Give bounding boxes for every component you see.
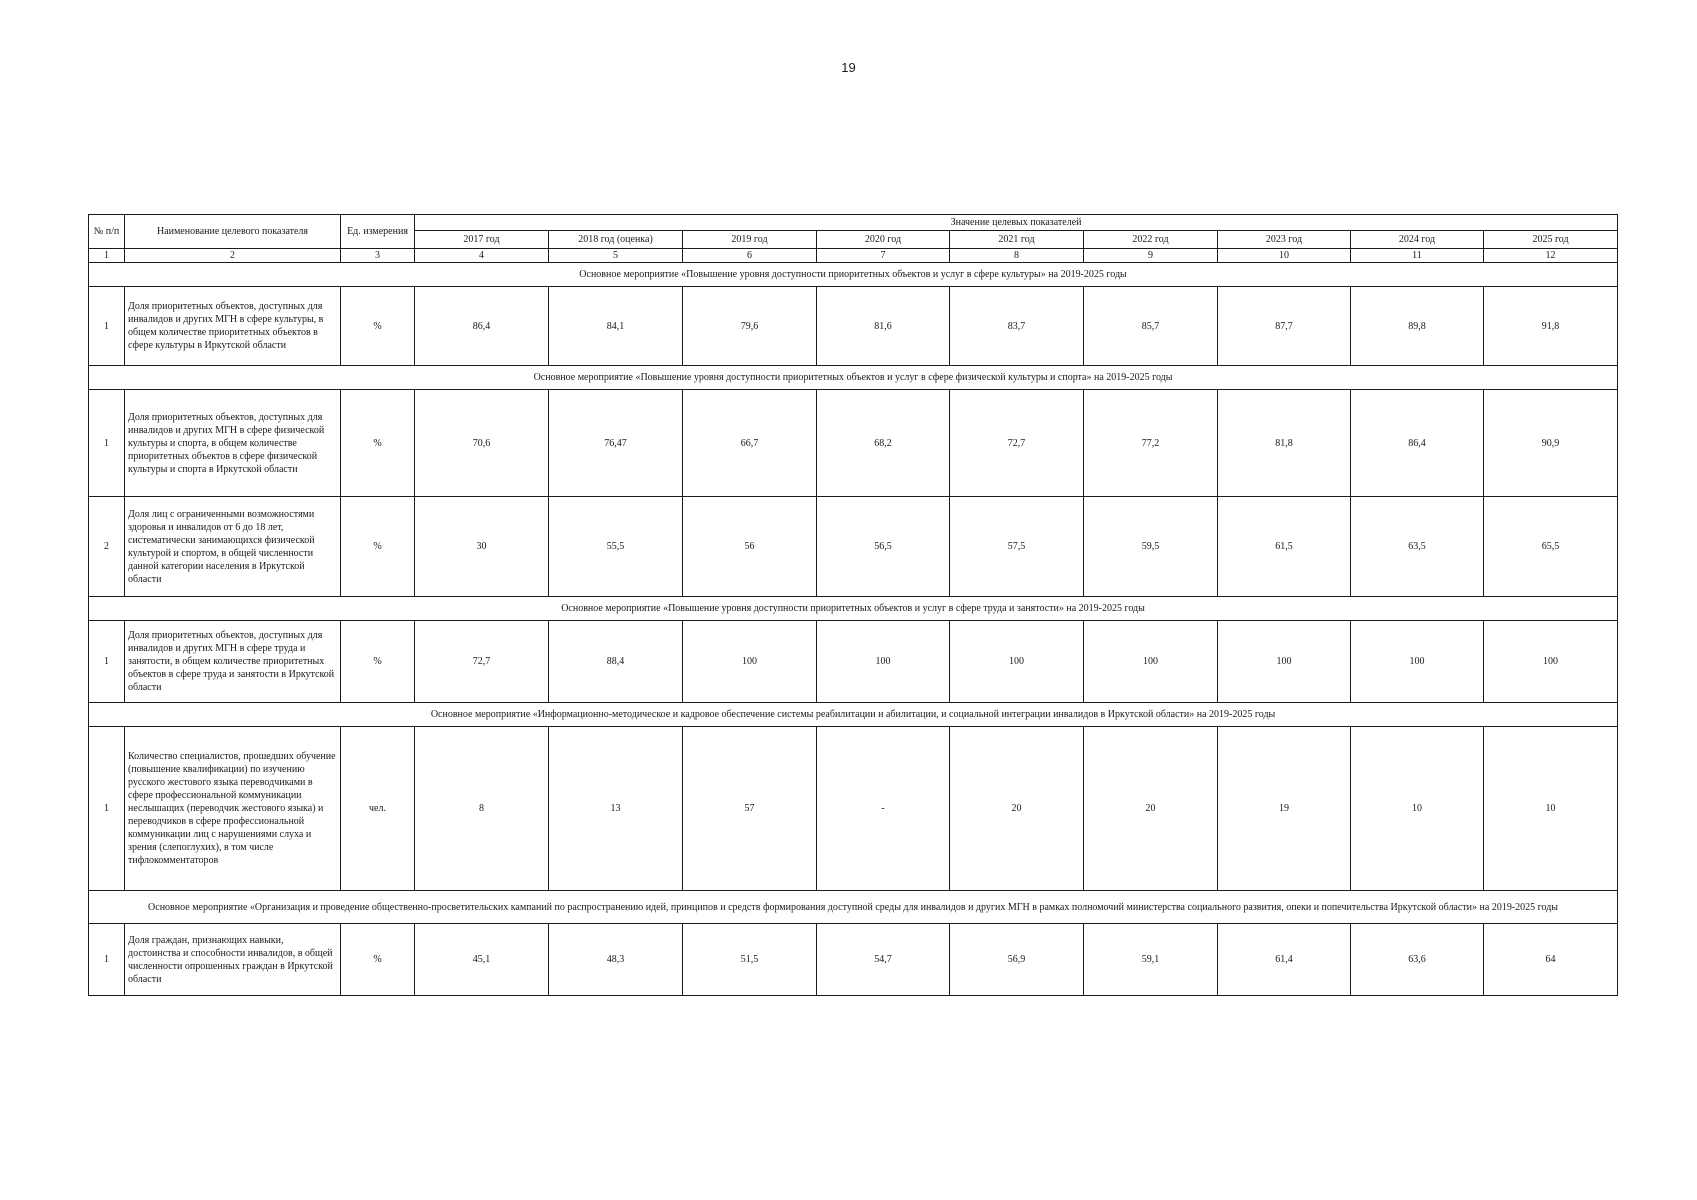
unit: чел. xyxy=(341,727,415,891)
value-cell: 56 xyxy=(683,497,817,597)
column-number: 9 xyxy=(1084,249,1218,263)
value-cell: 100 xyxy=(950,621,1084,703)
value-cell: 84,1 xyxy=(549,287,683,366)
section-header-row xyxy=(89,366,1618,390)
value-cell: 100 xyxy=(1218,621,1351,703)
column-number: 6 xyxy=(683,249,817,263)
value-cell: 63,5 xyxy=(1351,497,1484,597)
value-cell: 90,9 xyxy=(1484,390,1618,497)
value-cell: 87,7 xyxy=(1218,287,1351,366)
value-cell: 61,5 xyxy=(1218,497,1351,597)
column-number: 8 xyxy=(950,249,1084,263)
row-number: 1 xyxy=(89,390,125,497)
value-cell: 76,47 xyxy=(549,390,683,497)
table-row xyxy=(89,390,1618,497)
header-year: 2025 год xyxy=(1484,231,1618,249)
header-row-1 xyxy=(89,215,1618,231)
value-cell: 77,2 xyxy=(1084,390,1218,497)
unit: % xyxy=(341,924,415,996)
column-number: 5 xyxy=(549,249,683,263)
row-number: 2 xyxy=(89,497,125,597)
section-title: Основное мероприятие «Информационно-методическое и кадровое обеспечение системы реабилитации и абилитации, и социальной интеграции инвалидов в Иркутской области» на 2019-2025 годы xyxy=(89,703,1618,727)
value-cell: 85,7 xyxy=(1084,287,1218,366)
header-unit: Ед. измерения xyxy=(341,215,415,249)
header-year: 2020 год xyxy=(817,231,950,249)
row-number: 1 xyxy=(89,924,125,996)
value-cell: 55,5 xyxy=(549,497,683,597)
page-number: 19 xyxy=(841,60,856,75)
value-cell: 83,7 xyxy=(950,287,1084,366)
column-number: 4 xyxy=(415,249,549,263)
value-cell: 10 xyxy=(1351,727,1484,891)
table-body xyxy=(89,263,1618,996)
column-numbers-row xyxy=(89,249,1618,263)
value-cell: 100 xyxy=(817,621,950,703)
table-row xyxy=(89,924,1618,996)
value-cell: 91,8 xyxy=(1484,287,1618,366)
value-cell: 68,2 xyxy=(817,390,950,497)
row-number: 1 xyxy=(89,621,125,703)
header-year: 2021 год xyxy=(950,231,1084,249)
section-title: Основное мероприятие «Повышение уровня доступности приоритетных объектов и услуг в сфере труда и занятости» на 2019-2025 годы xyxy=(89,597,1618,621)
value-cell: 88,4 xyxy=(549,621,683,703)
value-cell: 70,6 xyxy=(415,390,549,497)
value-cell: 13 xyxy=(549,727,683,891)
value-cell: 20 xyxy=(1084,727,1218,891)
indicator-name: Доля приоритетных объектов, доступных для инвалидов и других МГН в сфере труда и занятости, в общем количестве приоритетных объектов в сфере труда и занятости в Иркутской области xyxy=(125,621,341,703)
unit: % xyxy=(341,497,415,597)
unit: % xyxy=(341,390,415,497)
column-number: 10 xyxy=(1218,249,1351,263)
column-number: 7 xyxy=(817,249,950,263)
table-row xyxy=(89,621,1618,703)
value-cell: 100 xyxy=(1351,621,1484,703)
section-title: Основное мероприятие «Организация и проведение общественно-просветительских кампаний по распространению идей, принципов и средств формирования доступной среды для инвалидов и других МГН в рамках полномочий министерства социального развития, опеки и попечительства Иркутской области» на 2019-2025 годы xyxy=(89,891,1618,924)
value-cell: 45,1 xyxy=(415,924,549,996)
value-cell: 61,4 xyxy=(1218,924,1351,996)
section-header-row xyxy=(89,597,1618,621)
value-cell: 81,6 xyxy=(817,287,950,366)
value-cell: 86,4 xyxy=(1351,390,1484,497)
table-row xyxy=(89,727,1618,891)
section-title: Основное мероприятие «Повышение уровня доступности приоритетных объектов и услуг в сфере физической культуры и спорта» на 2019-2025 годы xyxy=(89,366,1618,390)
header-year: 2023 год xyxy=(1218,231,1351,249)
value-cell: 79,6 xyxy=(683,287,817,366)
section-header-row xyxy=(89,263,1618,287)
header-year: 2019 год xyxy=(683,231,817,249)
value-cell: 100 xyxy=(1084,621,1218,703)
value-cell: 48,3 xyxy=(549,924,683,996)
value-cell: 63,6 xyxy=(1351,924,1484,996)
column-number: 3 xyxy=(341,249,415,263)
value-cell: 20 xyxy=(950,727,1084,891)
indicator-name: Доля лиц с ограниченными возможностями здоровья и инвалидов от 6 до 18 лет, систематически занимающихся физической культурой и спортом, в общей численности данной категории населения в Иркутской области xyxy=(125,497,341,597)
header-num: № п/п xyxy=(89,215,125,249)
value-cell: 57 xyxy=(683,727,817,891)
value-cell: - xyxy=(817,727,950,891)
value-cell: 81,8 xyxy=(1218,390,1351,497)
value-cell: 66,7 xyxy=(683,390,817,497)
value-cell: 56,9 xyxy=(950,924,1084,996)
value-cell: 64 xyxy=(1484,924,1618,996)
unit: % xyxy=(341,621,415,703)
header-year: 2022 год xyxy=(1084,231,1218,249)
value-cell: 89,8 xyxy=(1351,287,1484,366)
indicator-name: Доля граждан, признающих навыки, достоинства и способности инвалидов, в общей численности опрошенных граждан в Иркутской области xyxy=(125,924,341,996)
header-values-group: Значение целевых показателей xyxy=(415,215,1618,231)
value-cell: 72,7 xyxy=(950,390,1084,497)
value-cell: 8 xyxy=(415,727,549,891)
value-cell: 56,5 xyxy=(817,497,950,597)
indicator-name: Количество специалистов, прошедших обучение (повышение квалификации) по изучению русского жестового языка переводчиками в сфере профессиональной коммуникации неслышащих (переводчик жестового языка) и переводчиков в сфере профессиональной коммуникации лиц с нарушениями слуха и зрения (слепоглухих), в том числе тифлокомментаторов xyxy=(125,727,341,891)
section-header-row xyxy=(89,703,1618,727)
value-cell: 51,5 xyxy=(683,924,817,996)
section-header-row xyxy=(89,891,1618,924)
indicator-name: Доля приоритетных объектов, доступных для инвалидов и других МГН в сфере физической культуры и спорта, в общем количестве приоритетных объектов в сфере физической культуры и спорта в Иркутской области xyxy=(125,390,341,497)
value-cell: 10 xyxy=(1484,727,1618,891)
unit: % xyxy=(341,287,415,366)
header-year: 2024 год xyxy=(1351,231,1484,249)
column-number: 1 xyxy=(89,249,125,263)
value-cell: 57,5 xyxy=(950,497,1084,597)
value-cell: 86,4 xyxy=(415,287,549,366)
value-cell: 30 xyxy=(415,497,549,597)
table-row xyxy=(89,497,1618,597)
value-cell: 59,5 xyxy=(1084,497,1218,597)
value-cell: 65,5 xyxy=(1484,497,1618,597)
value-cell: 72,7 xyxy=(415,621,549,703)
value-cell: 100 xyxy=(683,621,817,703)
column-number: 2 xyxy=(125,249,341,263)
row-number: 1 xyxy=(89,287,125,366)
table-header xyxy=(89,215,1618,263)
value-cell: 54,7 xyxy=(817,924,950,996)
indicator-name: Доля приоритетных объектов, доступных для инвалидов и других МГН в сфере культуры, в общем количестве приоритетных объектов в сфере культуры в Иркутской области xyxy=(125,287,341,366)
section-title: Основное мероприятие «Повышение уровня доступности приоритетных объектов и услуг в сфере культуры» на 2019-2025 годы xyxy=(89,263,1618,287)
row-number: 1 xyxy=(89,727,125,891)
target-indicators-table xyxy=(88,214,1618,996)
header-indicator-name: Наименование целевого показателя xyxy=(125,215,341,249)
value-cell: 100 xyxy=(1484,621,1618,703)
column-number: 11 xyxy=(1351,249,1484,263)
header-year: 2017 год xyxy=(415,231,549,249)
header-year: 2018 год (оценка) xyxy=(549,231,683,249)
column-number: 12 xyxy=(1484,249,1618,263)
table-row xyxy=(89,287,1618,366)
value-cell: 19 xyxy=(1218,727,1351,891)
value-cell: 59,1 xyxy=(1084,924,1218,996)
